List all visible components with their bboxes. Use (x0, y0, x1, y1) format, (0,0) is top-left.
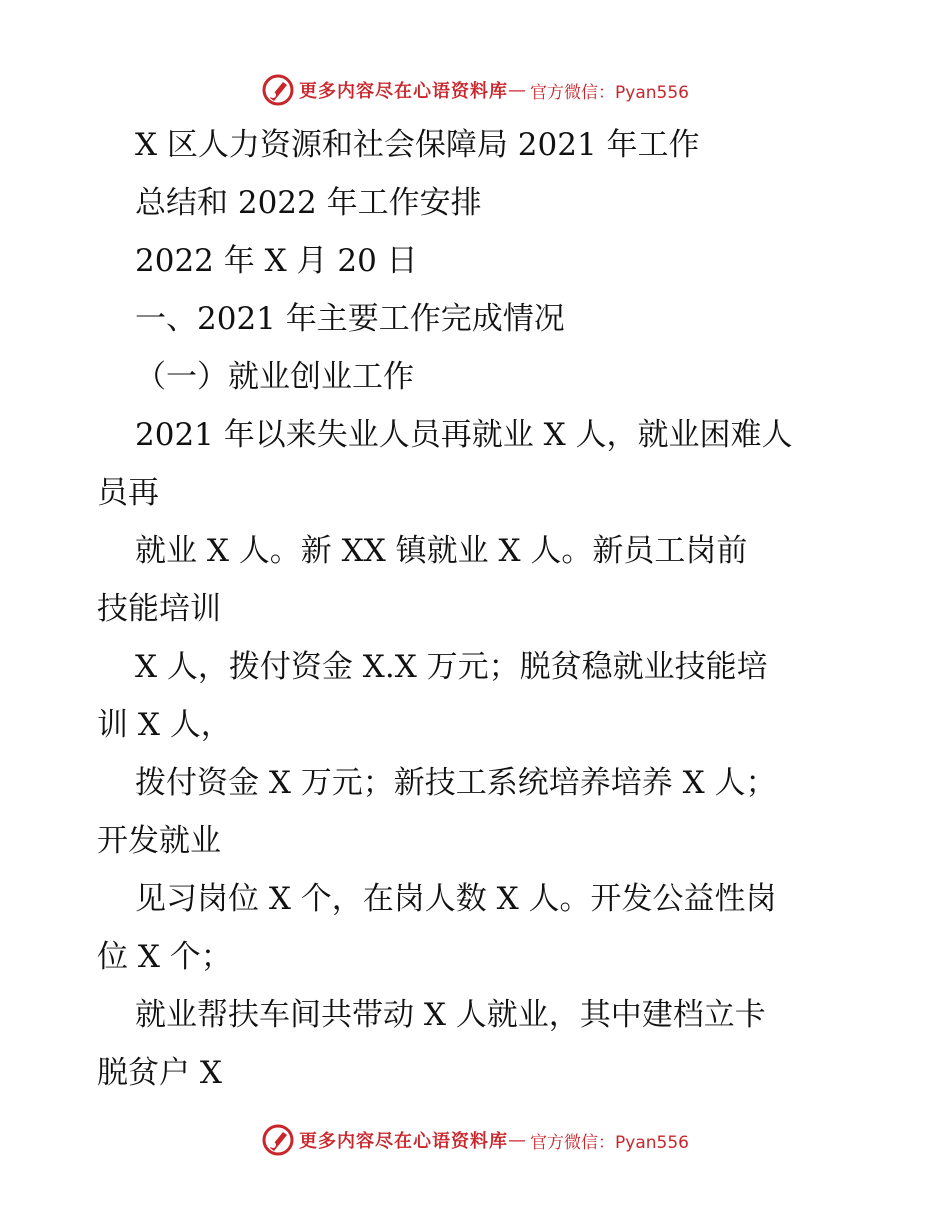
section-heading: 一、2021 年主要工作完成情况 (135, 301, 565, 337)
watermark-text: 更多内容尽在心语资料库 (299, 81, 509, 102)
title-line-1: X 区人力资源和社会保障局 2021 年工作 (135, 127, 700, 163)
document-body (97, 116, 857, 1102)
pen-circle-logo-icon (261, 73, 295, 107)
body-line: X 人，拨付资金 X.X 万元；脱贫稳就业技能培 (135, 649, 768, 685)
body-line: 拨付资金 X 万元；新技工系统培养培养 X 人； (135, 765, 777, 801)
footer-watermark (0, 1120, 950, 1160)
watermark-text: 更多内容尽在心语资料库 (299, 1131, 509, 1152)
body-line: 员再 (97, 475, 159, 511)
body-line: 就业 X 人。新 XX 镇就业 X 人。新员工岗前 (135, 533, 748, 569)
header-watermark (0, 70, 950, 110)
body-line: 见习岗位 X 个，在岗人数 X 人。开发公益性岗 (135, 881, 777, 917)
watermark-dash: — (508, 1129, 527, 1151)
subsection-heading: （一）就业创业工作 (135, 359, 414, 395)
title-line-2: 总结和 2022 年工作安排 (135, 185, 482, 221)
body-line: 就业帮扶车间共带动 X 人就业，其中建档立卡 (135, 997, 766, 1033)
body-line: 技能培训 (97, 591, 221, 627)
watermark-dash: — (508, 79, 527, 101)
body-line: 开发就业 (97, 823, 221, 859)
watermark-wechat: 官方微信：Pyan556 (530, 82, 689, 103)
watermark-wechat: 官方微信：Pyan556 (530, 1132, 689, 1153)
document-date: 2022 年 X 月 20 日 (135, 243, 418, 279)
body-line: 2021 年以来失业人员再就业 X 人，就业困难人 (135, 417, 793, 453)
body-line: 位 X 个； (97, 939, 232, 975)
body-line: 训 X 人， (97, 707, 232, 743)
body-line: 脱贫户 X (97, 1055, 222, 1091)
body-paragraphs (97, 406, 857, 1102)
pen-circle-logo-icon (261, 1123, 295, 1157)
